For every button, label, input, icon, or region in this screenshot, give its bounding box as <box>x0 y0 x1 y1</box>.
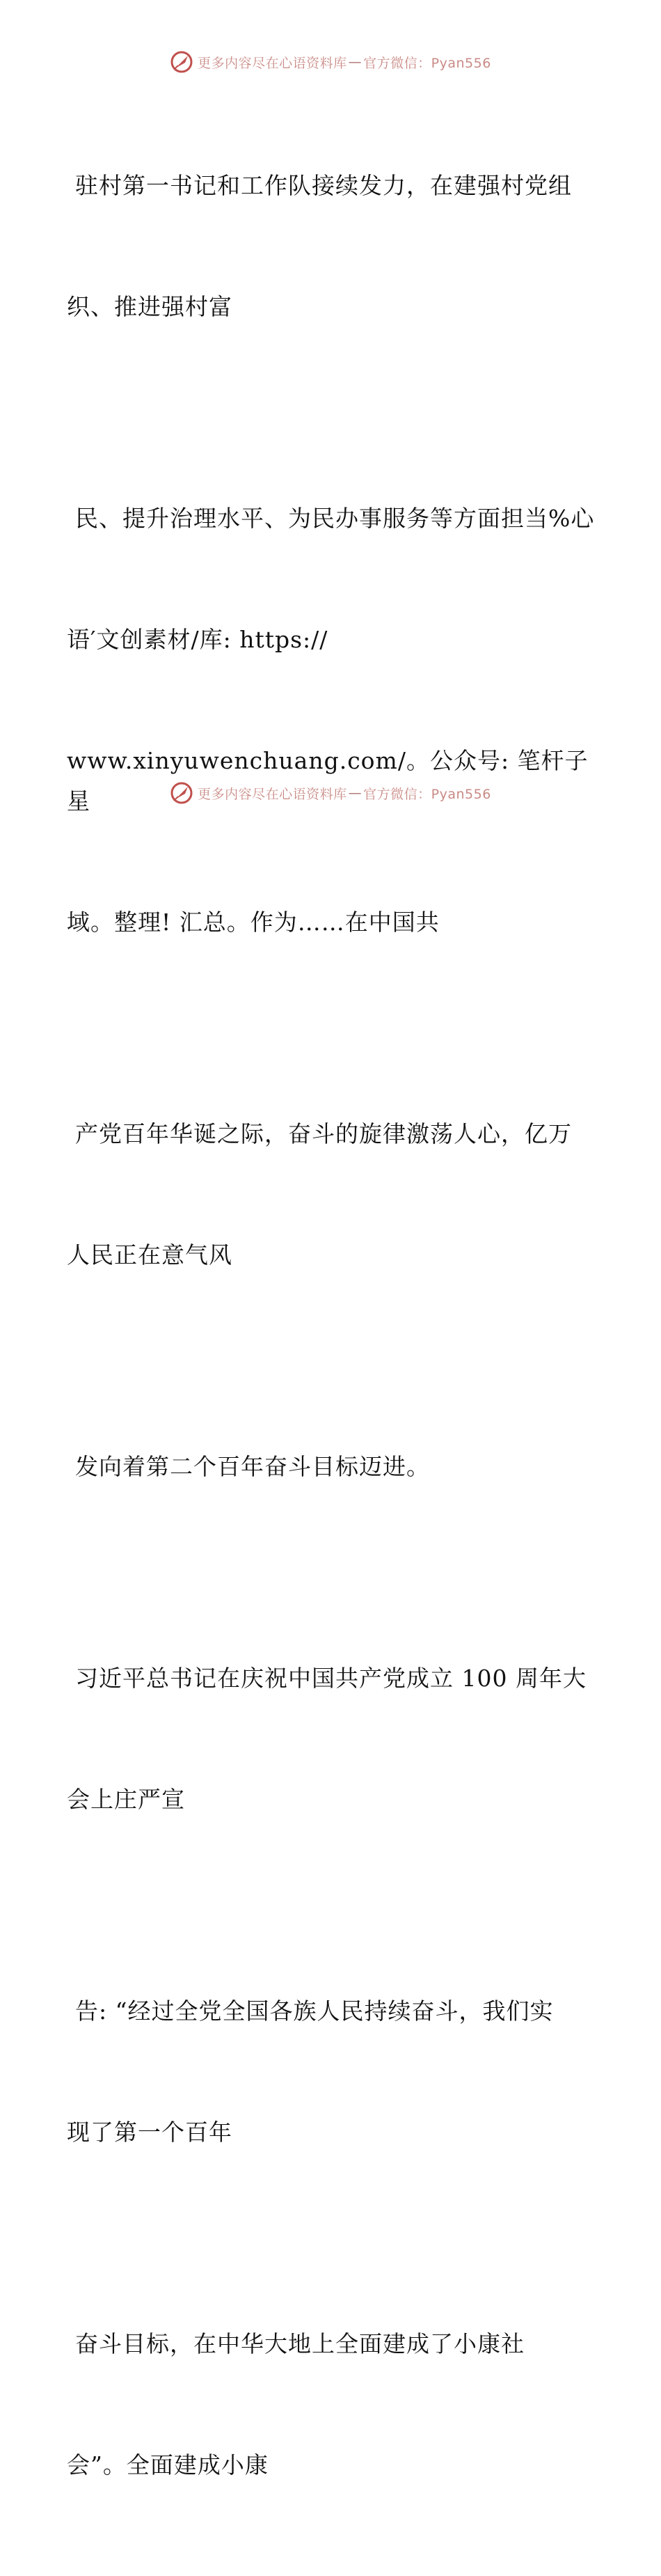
watermark-separator: — <box>348 54 363 70</box>
text-line: 人民正在意气风 <box>67 1241 232 1269</box>
text-line: 告: “经过全党全国各族人民持续奋斗，我们实 <box>75 1997 554 2025</box>
paragraph <box>67 418 596 1023</box>
text-line: 语′文创素材/库: https:// <box>67 626 328 653</box>
text-line: 域。整理! 汇总。作为……在中国共 <box>67 909 440 936</box>
paragraph <box>67 2243 596 2566</box>
text-line: 奋斗目标，在中华大地上全面建成了小康社 <box>75 2330 525 2357</box>
text-line: 习近平总书记在庆祝中国共产党成立 100 周年大 <box>75 1665 587 1692</box>
watermark-contact: 官方微信：Pyan556 <box>363 786 491 802</box>
text-line: 会上庄严宣 <box>67 1786 185 1813</box>
text-line: 产党百年华诞之际，奋斗的旋律激荡人心，亿万 <box>75 1120 572 1147</box>
text-line: 现了第一个百年 <box>67 2119 232 2146</box>
watermark-text: 更多内容尽在心语资料库 <box>198 55 347 71</box>
header-watermark <box>0 50 661 74</box>
text-line: 驻村第一书记和工作队接续发力，在建强村党组 <box>75 172 572 199</box>
text-line: 民、提升治理水平、为民办事服务等方面担当%心 <box>75 505 595 532</box>
text-line: 发向着第二个百年奋斗目标迈进。 <box>75 1453 430 1480</box>
text-line: www.xinyuwenchuang.com/。公众号: 笔杆子星 <box>67 747 589 815</box>
watermark-separator: — <box>348 785 363 801</box>
paragraph <box>67 1578 596 1901</box>
paragraph <box>67 1033 596 1356</box>
paragraph <box>67 1910 596 2233</box>
quill-logo-icon <box>170 781 193 805</box>
paragraph <box>67 85 596 408</box>
watermark-text: 更多内容尽在心语资料库 <box>198 786 347 802</box>
paragraph <box>67 1366 596 1568</box>
document-body <box>67 85 596 2576</box>
watermark-contact: 官方微信：Pyan556 <box>363 55 491 71</box>
text-line: 织、推进强村富 <box>67 293 232 320</box>
text-line: 会”。全面建成小康 <box>67 2451 269 2479</box>
footer-watermark <box>0 781 661 805</box>
quill-logo-icon <box>170 50 193 74</box>
